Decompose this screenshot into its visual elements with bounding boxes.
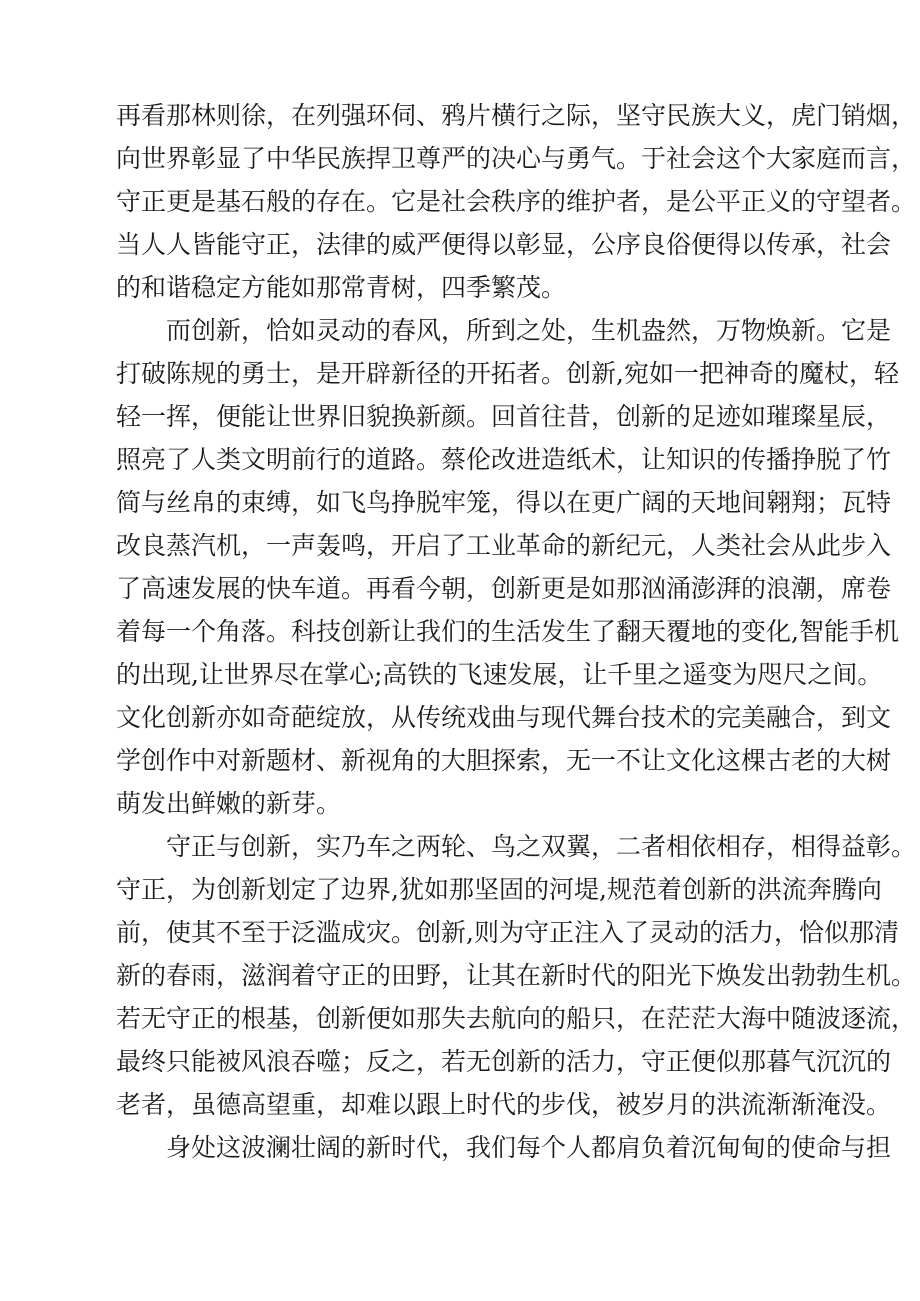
text-line: 守正更是基石般的存在。它是社会秩序的维护者，是公平正义的守望者。: [116, 187, 917, 216]
text-line: 的出现,让世界尽在掌心;高铁的飞速发展，让千里之遥变为咫尺之间。: [116, 660, 883, 689]
text-line: 守正，为创新划定了边界,犹如那坚固的河堤,规范着创新的洪流奔腾向: [116, 875, 882, 904]
text-line: 的和谐稳定方能如那常青树，四季繁茂。: [116, 273, 567, 302]
text-line: 改良蒸汽机，一声轰鸣，开启了工业革命的新纪元，人类社会从此步入: [116, 531, 892, 560]
paragraph-3: [116, 825, 917, 1126]
text-line: 前，使其不至于泛滥成灾。创新,则为守正注入了灵动的活力，恰似那清: [116, 918, 899, 947]
text-line: 着每一个角落。科技创新让我们的生活发生了翻天覆地的变化,智能手机: [116, 617, 899, 646]
text-line: 新的春雨，滋润着守正的田野，让其在新时代的阳光下焕发出勃勃生机。: [116, 961, 917, 990]
text-line: 轻一挥，便能让世界旧貌换新颜。回首往昔，创新的足迹如璀璨星辰，: [116, 402, 892, 431]
paragraph-2: [116, 309, 899, 825]
text-line: 打破陈规的勇士，是开辟新径的开拓者。创新,宛如一把神奇的魔杖，轻: [116, 359, 899, 388]
essay-body: [116, 94, 917, 1169]
text-line: 照亮了人类文明前行的道路。蔡伦改进造纸术，让知识的传播挣脱了竹: [116, 445, 892, 474]
text-line: 当人人皆能守正，法律的威严便得以彰显，公序良俗便得以传承，社会: [116, 230, 892, 259]
text-line: 最终只能被风浪吞噬；反之，若无创新的活力，守正便似那暮气沉沉的: [116, 1047, 892, 1076]
text-line: 了高速发展的快车道。再看今朝，创新更是如那汹涌澎湃的浪潮，席卷: [116, 574, 892, 603]
text-line: 再看那林则徐，在列强环伺、鸦片横行之际，坚守民族大义，虎门销烟，: [116, 101, 917, 130]
text-line: 身处这波澜壮阔的新时代，我们每个人都肩负着沉甸甸的使命与担: [166, 1133, 892, 1162]
text-line: 简与丝帛的束缚，如飞鸟挣脱牢笼，得以在更广阔的天地间翱翔；瓦特: [116, 488, 892, 517]
text-line: 文化创新亦如奇葩绽放，从传统戏曲与现代舞台技术的完美融合，到文: [116, 703, 892, 732]
text-line: 萌发出鲜嫩的新芽。: [116, 789, 342, 818]
text-line: 若无守正的根基，创新便如那失去航向的船只，在茫茫大海中随波逐流，: [116, 1004, 917, 1033]
text-line: 而创新，恰如灵动的春风，所到之处，生机盎然，万物焕新。它是: [166, 316, 892, 345]
paragraph-4: [116, 1126, 892, 1169]
paragraph-1: [116, 94, 917, 309]
text-line: 守正与创新，实乃车之两轮、鸟之双翼，二者相依相存，相得益彰。: [166, 832, 917, 861]
text-line: 老者，虽德高望重，却难以跟上时代的步伐，被岁月的洪流渐渐淹没。: [116, 1090, 892, 1119]
text-line: 学创作中对新题材、新视角的大胆探索，无一不让文化这棵古老的大树: [116, 746, 892, 775]
text-line: 向世界彰显了中华民族捍卫尊严的决心与勇气。于社会这个大家庭而言，: [116, 144, 917, 173]
